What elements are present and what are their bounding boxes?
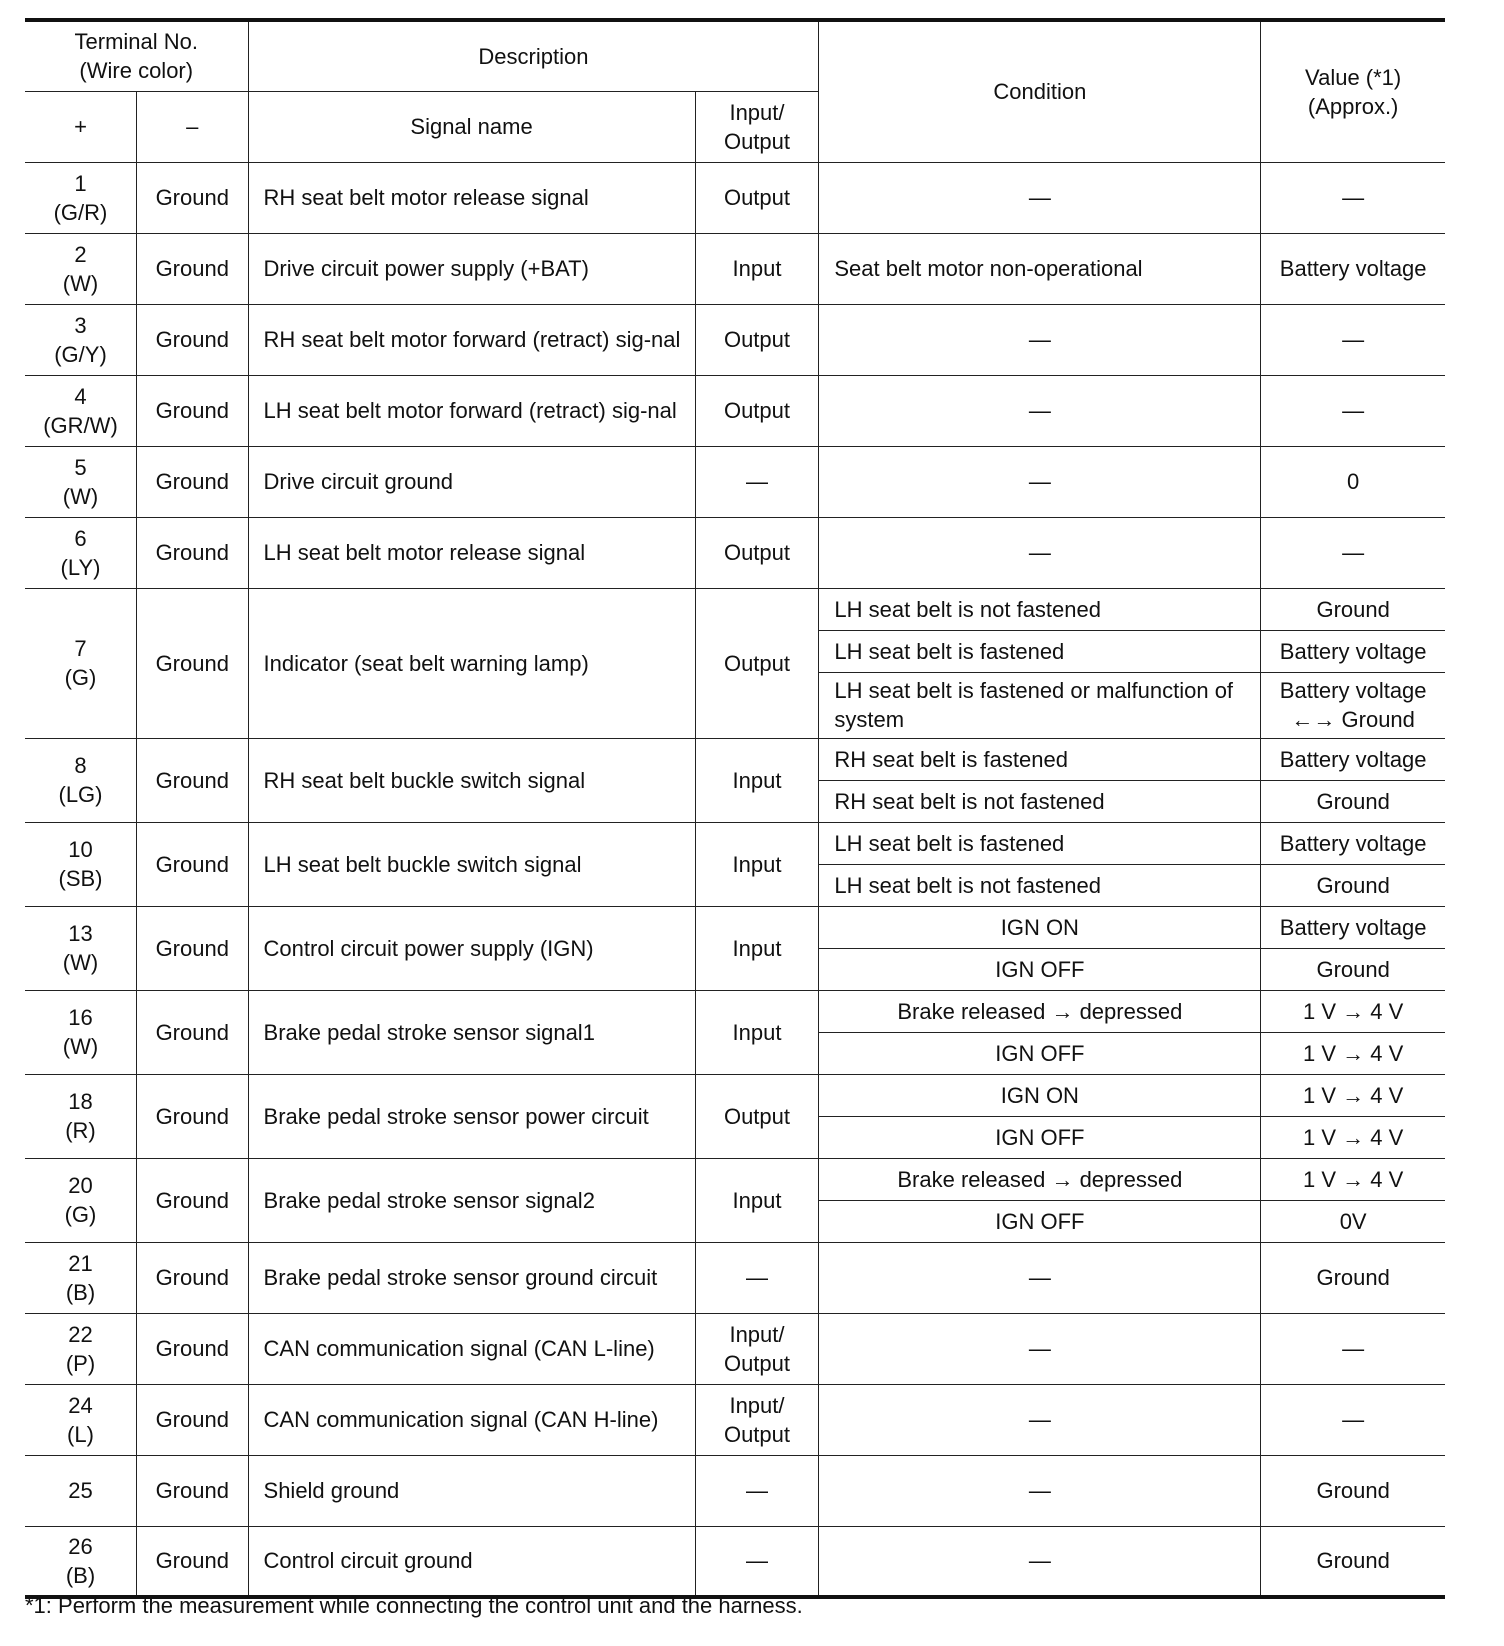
- condition-cell: —: [819, 1526, 1261, 1597]
- terminal-table: [25, 18, 1445, 1599]
- terminal-number: 7: [74, 636, 87, 661]
- table-body: [25, 162, 1445, 1597]
- condition-cell: —: [819, 375, 1261, 446]
- terminal-number-cell: [25, 1313, 137, 1384]
- terminal-number: 13: [68, 921, 93, 946]
- terminal-number-cell: [25, 1384, 137, 1455]
- condition-cell: Seat belt motor non-operational: [819, 233, 1261, 304]
- table-row: [25, 1074, 1445, 1116]
- input-output-cell: —: [695, 1455, 819, 1526]
- value-cell: Ground: [1261, 780, 1445, 822]
- minus-terminal-cell: Ground: [137, 446, 249, 517]
- table-row: [25, 906, 1445, 948]
- terminal-number-cell: [25, 517, 137, 588]
- wire-color: (LY): [60, 554, 101, 580]
- terminal-number: 16: [68, 1005, 93, 1030]
- condition-cell: —: [819, 304, 1261, 375]
- condition-cell: —: [819, 1242, 1261, 1313]
- wire-color: (B): [65, 1562, 96, 1588]
- wire-color: (W): [62, 483, 99, 509]
- footnote: *1: Perform the measurement while connecting the control unit and the harness.: [25, 1593, 803, 1618]
- signal-name-cell: Brake pedal stroke sensor signal2: [248, 1158, 695, 1242]
- value-cell: 1 V → 4 V: [1261, 1158, 1445, 1200]
- value-cell: 0V: [1261, 1200, 1445, 1242]
- signal-name-cell: Control circuit ground: [248, 1526, 695, 1597]
- value-cell: Battery voltage: [1261, 738, 1445, 780]
- input-output-cell: Input: [695, 233, 819, 304]
- input-output-cell: Input: [695, 822, 819, 906]
- header-row-1: [25, 20, 1445, 91]
- input-output-cell: Input/ Output: [695, 1384, 819, 1455]
- condition-cell: IGN ON: [819, 1074, 1261, 1116]
- condition-cell: RH seat belt is fastened: [819, 738, 1261, 780]
- terminal-number-cell: [25, 906, 137, 990]
- condition-cell: —: [819, 1384, 1261, 1455]
- value-cell: Battery voltage ←→ Ground: [1261, 672, 1445, 738]
- plus-header: +: [25, 91, 137, 162]
- input-output-cell: Output: [695, 375, 819, 446]
- wire-color: (W): [62, 270, 99, 296]
- terminal-header-line2: (Wire color): [79, 58, 194, 84]
- table-row: [25, 517, 1445, 588]
- wire-color: (GR/W): [43, 412, 118, 438]
- terminal-number: 10: [68, 837, 93, 862]
- signal-name-cell: Brake pedal stroke sensor ground circuit: [248, 1242, 695, 1313]
- value-cell: Ground: [1261, 1242, 1445, 1313]
- input-output-cell: Input/ Output: [695, 1313, 819, 1384]
- table-row: [25, 1384, 1445, 1455]
- table-row: [25, 822, 1445, 864]
- terminal-number: 4: [74, 383, 87, 409]
- table-row: [25, 304, 1445, 375]
- minus-terminal-cell: Ground: [137, 517, 249, 588]
- table-row: [25, 233, 1445, 304]
- terminal-number: 20: [68, 1173, 93, 1198]
- value-cell: Ground: [1261, 1526, 1445, 1597]
- table-row: [25, 1158, 1445, 1200]
- condition-cell: IGN ON: [819, 906, 1261, 948]
- table-row: [25, 738, 1445, 780]
- input-output-cell: —: [695, 1242, 819, 1313]
- terminal-number: 22: [68, 1321, 93, 1347]
- value-cell: Battery voltage: [1261, 630, 1445, 672]
- terminal-number: 2: [74, 241, 87, 267]
- signal-name-header: Signal name: [248, 91, 695, 162]
- io-header: [695, 91, 819, 162]
- value-header-line2: (Approx.): [1307, 93, 1399, 119]
- terminal-number: 26: [68, 1533, 93, 1559]
- signal-name-cell: RH seat belt buckle switch signal: [248, 738, 695, 822]
- signal-name-cell: Drive circuit ground: [248, 446, 695, 517]
- terminal-header: [25, 20, 248, 91]
- io-header-line2: Output: [723, 128, 790, 154]
- wire-color: (G/R): [53, 199, 108, 225]
- wire-color: (G/Y): [54, 341, 107, 367]
- wire-color: (G): [64, 665, 97, 690]
- minus-terminal-cell: Ground: [137, 1242, 249, 1313]
- condition-cell: IGN OFF: [819, 948, 1261, 990]
- condition-cell: LH seat belt is not fastened: [819, 864, 1261, 906]
- value-cell: Battery voltage: [1261, 822, 1445, 864]
- terminal-number: 18: [68, 1089, 93, 1114]
- input-output-cell: —: [695, 1526, 819, 1597]
- condition-cell: LH seat belt is fastened or malfunction of system: [819, 672, 1261, 738]
- terminal-number-cell: [25, 1455, 137, 1526]
- minus-terminal-cell: Ground: [137, 822, 249, 906]
- value-cell: Battery voltage: [1261, 233, 1445, 304]
- input-output-cell: —: [695, 446, 819, 517]
- input-output-cell: Output: [695, 517, 819, 588]
- condition-cell: Brake released → depressed: [819, 1158, 1261, 1200]
- terminal-header-line1: Terminal No.: [74, 29, 198, 55]
- value-cell: 1 V → 4 V: [1261, 1074, 1445, 1116]
- value-cell: —: [1261, 375, 1445, 446]
- table-row: [25, 990, 1445, 1032]
- wire-color: (LG): [58, 782, 103, 807]
- terminal-number: 1: [74, 170, 87, 196]
- value-cell: —: [1261, 1384, 1445, 1455]
- value-cell: Ground: [1261, 948, 1445, 990]
- terminal-number-cell: [25, 1158, 137, 1242]
- value-cell: 1 V → 4 V: [1261, 1116, 1445, 1158]
- terminal-number-cell: [25, 822, 137, 906]
- minus-terminal-cell: Ground: [137, 1526, 249, 1597]
- table-row: [25, 375, 1445, 446]
- wire-color: (W): [62, 950, 99, 975]
- io-header-line1: Input/: [729, 99, 785, 125]
- table-row: [25, 1242, 1445, 1313]
- terminal-number-cell: [25, 1074, 137, 1158]
- signal-name-cell: Brake pedal stroke sensor signal1: [248, 990, 695, 1074]
- value-cell: —: [1261, 517, 1445, 588]
- wire-color: (B): [65, 1279, 96, 1305]
- condition-cell: IGN OFF: [819, 1200, 1261, 1242]
- terminal-number: 21: [68, 1250, 93, 1276]
- input-output-cell: Output: [695, 162, 819, 233]
- terminal-number-cell: [25, 738, 137, 822]
- signal-name-cell: LH seat belt motor release signal: [248, 517, 695, 588]
- terminal-number-cell: [25, 990, 137, 1074]
- terminal-number: 24: [68, 1392, 93, 1418]
- minus-terminal-cell: Ground: [137, 588, 249, 738]
- terminal-number-cell: [25, 162, 137, 233]
- table-row: [25, 162, 1445, 233]
- condition-cell: —: [819, 517, 1261, 588]
- input-output-cell: Output: [695, 588, 819, 738]
- table-row: [25, 588, 1445, 630]
- signal-name-cell: CAN communication signal (CAN L-line): [248, 1313, 695, 1384]
- value-cell: 0: [1261, 446, 1445, 517]
- minus-terminal-cell: Ground: [137, 990, 249, 1074]
- value-header-line1: Value (*1): [1305, 64, 1402, 90]
- input-output-cell: Input: [695, 990, 819, 1074]
- minus-terminal-cell: Ground: [137, 1158, 249, 1242]
- terminal-number-cell: [25, 446, 137, 517]
- signal-name-cell: LH seat belt buckle switch signal: [248, 822, 695, 906]
- wire-color: (L): [67, 1421, 94, 1447]
- value-cell: Battery voltage: [1261, 906, 1445, 948]
- condition-cell: —: [819, 446, 1261, 517]
- terminal-number-cell: [25, 375, 137, 446]
- terminal-number-cell: [25, 304, 137, 375]
- terminal-number: 8: [74, 753, 87, 778]
- value-cell: —: [1261, 304, 1445, 375]
- terminal-number-cell: [25, 1242, 137, 1313]
- minus-terminal-cell: Ground: [137, 1074, 249, 1158]
- description-header: Description: [248, 20, 819, 91]
- minus-terminal-cell: Ground: [137, 1455, 249, 1526]
- condition-cell: LH seat belt is fastened: [819, 630, 1261, 672]
- terminal-number: 5: [74, 454, 87, 480]
- value-cell: 1 V → 4 V: [1261, 990, 1445, 1032]
- minus-terminal-cell: Ground: [137, 906, 249, 990]
- input-output-cell: Input: [695, 906, 819, 990]
- condition-cell: Brake released → depressed: [819, 990, 1261, 1032]
- wire-color: (R): [65, 1118, 96, 1143]
- terminal-number-cell: [25, 1526, 137, 1597]
- condition-cell: LH seat belt is fastened: [819, 822, 1261, 864]
- input-output-cell: Output: [695, 1074, 819, 1158]
- value-cell: —: [1261, 162, 1445, 233]
- terminal-number-cell: [25, 233, 137, 304]
- signal-name-cell: CAN communication signal (CAN H-line): [248, 1384, 695, 1455]
- minus-terminal-cell: Ground: [137, 233, 249, 304]
- condition-header: Condition: [819, 20, 1261, 162]
- value-header: [1261, 20, 1445, 162]
- signal-name-cell: Shield ground: [248, 1455, 695, 1526]
- minus-terminal-cell: Ground: [137, 1384, 249, 1455]
- condition-cell: IGN OFF: [819, 1116, 1261, 1158]
- table-row: [25, 1313, 1445, 1384]
- wire-color: (G): [64, 1202, 97, 1227]
- condition-cell: IGN OFF: [819, 1032, 1261, 1074]
- input-output-cell: Input: [695, 1158, 819, 1242]
- signal-name-cell: RH seat belt motor forward (retract) sig-nal: [248, 304, 695, 375]
- input-output-cell: Input: [695, 738, 819, 822]
- signal-name-cell: Control circuit power supply (IGN): [248, 906, 695, 990]
- terminal-number: 6: [74, 525, 87, 551]
- value-cell: Ground: [1261, 588, 1445, 630]
- condition-cell: RH seat belt is not fastened: [819, 780, 1261, 822]
- minus-terminal-cell: Ground: [137, 162, 249, 233]
- minus-header: –: [137, 91, 249, 162]
- minus-terminal-cell: Ground: [137, 738, 249, 822]
- signal-name-cell: Indicator (seat belt warning lamp): [248, 588, 695, 738]
- table-row: [25, 446, 1445, 517]
- wire-color: (SB): [58, 866, 103, 891]
- condition-cell: —: [819, 1455, 1261, 1526]
- minus-terminal-cell: Ground: [137, 1313, 249, 1384]
- value-cell: Ground: [1261, 1455, 1445, 1526]
- value-cell: 1 V → 4 V: [1261, 1032, 1445, 1074]
- signal-name-cell: Drive circuit power supply (+BAT): [248, 233, 695, 304]
- wire-color: (W): [62, 1034, 99, 1059]
- wire-color: (P): [65, 1350, 96, 1376]
- signal-name-cell: Brake pedal stroke sensor power circuit: [248, 1074, 695, 1158]
- value-cell: —: [1261, 1313, 1445, 1384]
- table-row: [25, 1455, 1445, 1526]
- minus-terminal-cell: Ground: [137, 304, 249, 375]
- condition-cell: LH seat belt is not fastened: [819, 588, 1261, 630]
- terminal-number-cell: [25, 588, 137, 738]
- value-cell: Ground: [1261, 864, 1445, 906]
- signal-name-cell: RH seat belt motor release signal: [248, 162, 695, 233]
- condition-cell: —: [819, 1313, 1261, 1384]
- table-row: [25, 1526, 1445, 1597]
- terminal-number: 3: [74, 312, 87, 338]
- condition-cell: —: [819, 162, 1261, 233]
- terminal-number: 25: [68, 1478, 93, 1503]
- signal-name-cell: LH seat belt motor forward (retract) sig-nal: [248, 375, 695, 446]
- input-output-cell: Output: [695, 304, 819, 375]
- minus-terminal-cell: Ground: [137, 375, 249, 446]
